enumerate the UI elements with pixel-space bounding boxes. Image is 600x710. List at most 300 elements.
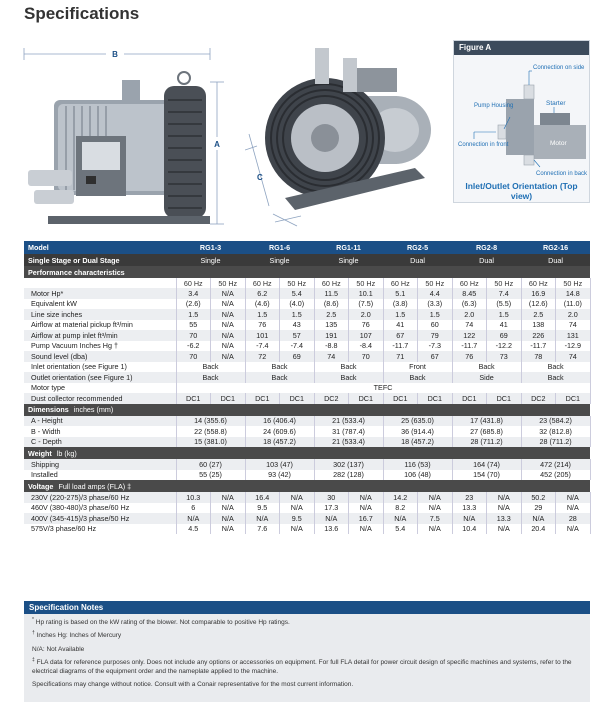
performance-row <box>24 299 590 310</box>
header-model-rg2-16: RG2-16 <box>521 241 590 254</box>
weight-value: 103 (47) <box>245 459 314 470</box>
performance-value: 41 <box>383 320 418 331</box>
dimension-row <box>24 437 590 448</box>
inlet-orientation-value: Back <box>452 362 521 373</box>
performance-value: 122 <box>452 330 487 341</box>
voltage-value: 16.4 <box>245 492 280 503</box>
voltage-row <box>24 513 590 524</box>
voltage-value: 10.4 <box>452 524 487 535</box>
dimension-value: 15 (381.0) <box>176 437 245 448</box>
dimension-value: 25 (635.0) <box>383 416 452 427</box>
starter-label: Starter <box>546 100 566 107</box>
section-voltage-unit: Full load amps (FLA) ‡ <box>58 481 132 491</box>
dimension-value: 21 (533.4) <box>314 437 383 448</box>
dimension-value: 28 (711.2) <box>452 437 521 448</box>
voltage-value: N/A <box>418 524 453 535</box>
voltage-value: N/A <box>556 524 591 535</box>
hz-60-label: 60 Hz <box>176 278 211 288</box>
voltage-value: 5.4 <box>383 524 418 535</box>
voltage-value: N/A <box>280 492 315 503</box>
voltage-value: N/A <box>487 524 522 535</box>
voltage-value: N/A <box>418 503 453 514</box>
voltage-value: N/A <box>211 524 246 535</box>
voltage-value: 7.6 <box>245 524 280 535</box>
weight-value: 302 (137) <box>314 459 383 470</box>
outlet-orientation-value: Back <box>314 372 383 383</box>
voltage-value: 13.3 <box>452 503 487 514</box>
stage-value: Single <box>245 254 314 266</box>
performance-value: (3.3) <box>418 299 453 310</box>
note-text: Hp rating is based on the kW rating of the blower. Not comparable to positive Hp ratings. <box>35 619 290 627</box>
dimension-value: 22 (558.8) <box>176 426 245 437</box>
performance-value: 74 <box>452 320 487 331</box>
performance-value: -11.7 <box>452 341 487 352</box>
note-item <box>32 617 582 628</box>
inlet-orientation-value: Back <box>176 362 245 373</box>
performance-value: 16.9 <box>521 288 556 299</box>
section-performance <box>24 266 590 278</box>
hz-60-label: 60 Hz <box>452 278 487 288</box>
hz-60-label: 60 Hz <box>383 278 418 288</box>
voltage-value: 4.5 <box>176 524 211 535</box>
outlet-orientation-value: Side <box>452 372 521 383</box>
motor-type-value: TEFC <box>176 383 590 394</box>
performance-value: 2.0 <box>556 309 591 320</box>
performance-value: 74 <box>314 351 349 362</box>
inlet-orientation-value: Front <box>383 362 452 373</box>
header-model-label: Model <box>24 241 176 254</box>
voltage-value: N/A <box>349 503 384 514</box>
performance-value: 101 <box>245 330 280 341</box>
performance-value: 6.2 <box>245 288 280 299</box>
voltage-value: N/A <box>176 513 211 524</box>
performance-value: 70 <box>176 351 211 362</box>
stage-value: Dual <box>452 254 521 266</box>
hz-50-label: 50 Hz <box>556 278 591 288</box>
voltage-value: 13.6 <box>314 524 349 535</box>
voltage-value: 30 <box>314 492 349 503</box>
motor-type-label: Motor type <box>24 383 176 394</box>
performance-value: 14.8 <box>556 288 591 299</box>
stage-value: Single <box>314 254 383 266</box>
stage-row <box>24 254 590 266</box>
section-dimensions-unit: inches (mm) <box>73 405 114 414</box>
notes-title: Specification Notes <box>24 601 590 614</box>
figure-a-panel <box>453 40 590 203</box>
performance-value: 8.45 <box>452 288 487 299</box>
weight-value: 55 (25) <box>176 470 245 481</box>
note-item <box>32 657 582 677</box>
performance-value: (12.6) <box>521 299 556 310</box>
figure-a-diagram <box>454 55 591 181</box>
performance-value: N/A <box>211 288 246 299</box>
performance-value: 41 <box>487 320 522 331</box>
section-voltage-title <box>24 480 590 492</box>
performance-row <box>24 341 590 352</box>
voltage-value: N/A <box>556 492 591 503</box>
voltage-value: 13.3 <box>487 513 522 524</box>
performance-section-title: Performance characteristics <box>24 266 590 278</box>
performance-value: 11.5 <box>314 288 349 299</box>
hz-60-label: 60 Hz <box>314 278 349 288</box>
weight-row-label: Installed <box>24 470 176 481</box>
outlet-orientation-value: Back <box>176 372 245 383</box>
performance-value: 10.1 <box>349 288 384 299</box>
motor-type-row <box>24 383 590 394</box>
dust-collector-value: DC1 <box>280 393 315 404</box>
performance-value: 2.0 <box>349 309 384 320</box>
hz-row <box>24 278 590 288</box>
performance-value: (3.8) <box>383 299 418 310</box>
note-item <box>32 679 582 690</box>
dust-collector-value: DC1 <box>211 393 246 404</box>
note-text: N/A: Not Available <box>32 645 85 653</box>
inlet-orientation-label: Inlet orientation (see Figure 1) <box>24 362 176 373</box>
voltage-value: 20.4 <box>521 524 556 535</box>
voltage-value: N/A <box>280 503 315 514</box>
performance-value: N/A <box>211 299 246 310</box>
voltage-value: N/A <box>280 524 315 535</box>
dimension-row <box>24 416 590 427</box>
performance-value: -7.4 <box>280 341 315 352</box>
inlet-orientation-value: Back <box>314 362 383 373</box>
performance-row-label: Motor Hp* <box>24 288 176 299</box>
weight-value: 60 (27) <box>176 459 245 470</box>
voltage-value: N/A <box>314 513 349 524</box>
weight-value: 472 (214) <box>521 459 590 470</box>
note-text: Specifications may change without notice. Consult with a Conair representative for the most current information. <box>32 681 354 689</box>
dimension-value: 16 (406.4) <box>245 416 314 427</box>
specifications-table <box>24 241 591 534</box>
performance-value: 70 <box>176 330 211 341</box>
performance-value: 131 <box>556 330 591 341</box>
dimension-row-label: C - Depth <box>24 437 176 448</box>
hz-50-label: 50 Hz <box>211 278 246 288</box>
performance-value: N/A <box>211 341 246 352</box>
voltage-value: N/A <box>383 513 418 524</box>
section-dimensions-heading: Dimensions <box>28 405 69 414</box>
performance-row <box>24 288 590 299</box>
voltage-row-label: 575V/3 phase/60 Hz <box>24 524 176 535</box>
performance-value: 138 <box>521 320 556 331</box>
dimension-value: 27 (685.8) <box>452 426 521 437</box>
performance-value: 76 <box>349 320 384 331</box>
performance-value: (5.5) <box>487 299 522 310</box>
weight-value: 93 (42) <box>245 470 314 481</box>
header-model-rg1-6: RG1-6 <box>245 241 314 254</box>
outlet-orientation-label: Outlet orientation (see Figure 1) <box>24 372 176 383</box>
voltage-value: N/A <box>452 513 487 524</box>
voltage-value: N/A <box>521 513 556 524</box>
voltage-row-label: 460V (380-480)/3 phase/60 Hz <box>24 503 176 514</box>
performance-value: -8.4 <box>349 341 384 352</box>
section-weight <box>24 447 590 459</box>
weight-row <box>24 459 590 470</box>
section-weight-unit: lb (kg) <box>56 448 77 458</box>
section-weight-title <box>24 447 590 459</box>
voltage-value: 6 <box>176 503 211 514</box>
hz-row-label <box>24 278 176 288</box>
dust-collector-value: DC1 <box>556 393 591 404</box>
performance-value: -12.9 <box>556 341 591 352</box>
hz-50-label: 50 Hz <box>487 278 522 288</box>
dust-collector-value: DC2 <box>521 393 556 404</box>
connection-in-back-label: Connection in back <box>536 171 588 177</box>
voltage-value: N/A <box>211 503 246 514</box>
performance-value: -11.7 <box>521 341 556 352</box>
hz-60-label: 60 Hz <box>245 278 280 288</box>
performance-value: -7.4 <box>245 341 280 352</box>
dimension-row-label: A - Height <box>24 416 176 427</box>
performance-value: 107 <box>349 330 384 341</box>
dust-collector-value: DC1 <box>452 393 487 404</box>
dust-collector-value: DC1 <box>349 393 384 404</box>
pump-housing-label: Pump Housing <box>474 103 514 109</box>
outlet-orientation-row <box>24 372 590 383</box>
performance-value: -12.2 <box>487 341 522 352</box>
voltage-value: 28 <box>556 513 591 524</box>
hz-50-label: 50 Hz <box>418 278 453 288</box>
performance-row <box>24 309 590 320</box>
dimension-value: 36 (914.4) <box>383 426 452 437</box>
outlet-orientation-value: Back <box>521 372 590 383</box>
performance-row-label: Line size inches <box>24 309 176 320</box>
performance-value: 71 <box>383 351 418 362</box>
note-item <box>32 630 582 641</box>
performance-value: N/A <box>211 351 246 362</box>
stage-value: Dual <box>521 254 590 266</box>
performance-value: 67 <box>418 351 453 362</box>
performance-row <box>24 351 590 362</box>
outlet-orientation-value: Back <box>245 372 314 383</box>
performance-value: 135 <box>314 320 349 331</box>
performance-value: (4.0) <box>280 299 315 310</box>
dust-collector-value: DC1 <box>418 393 453 404</box>
voltage-value: 17.3 <box>314 503 349 514</box>
performance-value: (4.6) <box>245 299 280 310</box>
motor-label: Motor <box>550 140 567 147</box>
performance-row <box>24 330 590 341</box>
performance-value: 79 <box>418 330 453 341</box>
dimension-value: 28 (711.2) <box>521 437 590 448</box>
performance-value: 1.5 <box>280 309 315 320</box>
dust-collector-value: DC2 <box>314 393 349 404</box>
page-title: Specifications <box>24 4 140 23</box>
section-voltage-heading: Voltage <box>28 481 54 491</box>
voltage-value: 7.5 <box>418 513 453 524</box>
dust-collector-label: Dust collector recommended <box>24 393 176 404</box>
voltage-value: N/A <box>487 503 522 514</box>
performance-value: (7.5) <box>349 299 384 310</box>
weight-value: 106 (48) <box>383 470 452 481</box>
voltage-value: 16.7 <box>349 513 384 524</box>
stage-value: Single <box>176 254 245 266</box>
dust-collector-value: DC1 <box>487 393 522 404</box>
note-text: Inches Hg: Inches of Mercury <box>36 632 122 640</box>
dimension-value: 18 (457.2) <box>245 437 314 448</box>
dimension-row <box>24 426 590 437</box>
dust-collector-value: DC1 <box>383 393 418 404</box>
performance-row-label: Sound level (dba) <box>24 351 176 362</box>
voltage-value: N/A <box>349 492 384 503</box>
stage-label: Single Stage or Dual Stage <box>24 254 176 266</box>
header-model-rg2-8: RG2-8 <box>452 241 521 254</box>
performance-row-label: Pump Vacuum Inches Hg † <box>24 341 176 352</box>
note-item <box>32 644 582 655</box>
voltage-row-label: 230V (220-275)/3 phase/60 Hz <box>24 492 176 503</box>
voltage-row <box>24 492 590 503</box>
performance-value: 74 <box>556 351 591 362</box>
performance-row-label: Airflow at material pickup ft³/min <box>24 320 176 331</box>
header-model-rg2-5: RG2-5 <box>383 241 452 254</box>
performance-value: 74 <box>556 320 591 331</box>
connection-in-front-label: Connection in front <box>458 142 509 148</box>
performance-value: 226 <box>521 330 556 341</box>
performance-value: 76 <box>452 351 487 362</box>
connection-on-side-label: Connection on side <box>533 65 585 71</box>
performance-value: 70 <box>349 351 384 362</box>
dimension-b-label: B <box>112 50 118 59</box>
performance-value: N/A <box>211 320 246 331</box>
voltage-value: N/A <box>211 513 246 524</box>
dimension-value: 17 (431.8) <box>452 416 521 427</box>
blower-isometric-illustration <box>245 38 445 230</box>
voltage-row <box>24 503 590 514</box>
performance-row-label: Equivalent kW <box>24 299 176 310</box>
weight-row <box>24 470 590 481</box>
dimension-value: 18 (457.2) <box>383 437 452 448</box>
note-mark: † <box>32 630 35 637</box>
dust-collector-value: DC1 <box>245 393 280 404</box>
voltage-value: 14.2 <box>383 492 418 503</box>
performance-value: -7.3 <box>418 341 453 352</box>
hz-50-label: 50 Hz <box>280 278 315 288</box>
performance-value: -6.2 <box>176 341 211 352</box>
voltage-value: N/A <box>211 492 246 503</box>
weight-value: 282 (128) <box>314 470 383 481</box>
weight-value: 116 (53) <box>383 459 452 470</box>
performance-value: (2.6) <box>176 299 211 310</box>
performance-value: 69 <box>487 330 522 341</box>
performance-value: 1.5 <box>245 309 280 320</box>
voltage-value: N/A <box>487 492 522 503</box>
performance-value: 78 <box>521 351 556 362</box>
dimension-c-label: C <box>257 173 263 182</box>
performance-value: N/A <box>211 309 246 320</box>
dimension-row-label: B - Width <box>24 426 176 437</box>
performance-value: 60 <box>418 320 453 331</box>
header-model-rg1-11: RG1-11 <box>314 241 383 254</box>
performance-value: N/A <box>211 330 246 341</box>
performance-value: 7.4 <box>487 288 522 299</box>
performance-value: 72 <box>245 351 280 362</box>
weight-row-label: Shipping <box>24 459 176 470</box>
performance-value: 76 <box>245 320 280 331</box>
dimension-value: 24 (609.6) <box>245 426 314 437</box>
figure-a-title: Figure A <box>454 41 589 55</box>
performance-value: 1.5 <box>418 309 453 320</box>
weight-value: 452 (205) <box>521 470 590 481</box>
section-voltage <box>24 480 590 492</box>
inlet-orientation-value: Back <box>521 362 590 373</box>
note-mark: * <box>32 617 34 623</box>
voltage-value: 29 <box>521 503 556 514</box>
outlet-orientation-value: Back <box>383 372 452 383</box>
voltage-value: N/A <box>556 503 591 514</box>
performance-value: 191 <box>314 330 349 341</box>
header-model-rg1-3: RG1-3 <box>176 241 245 254</box>
voltage-row-label: 400V (345-415)/3 phase/50 Hz <box>24 513 176 524</box>
performance-value: 2.5 <box>521 309 556 320</box>
dust-collector-value: DC1 <box>176 393 211 404</box>
performance-value: 1.5 <box>176 309 211 320</box>
dimension-value: 23 (584.2) <box>521 416 590 427</box>
performance-value: 5.1 <box>383 288 418 299</box>
performance-value: 67 <box>383 330 418 341</box>
note-text: FLA data for reference purposes only. Does not include any options or accessories on equipment. For full FLA detail for power circuit design of specific machines and systems, refer to the electrical diagrams of the equipment order and the nameplate applied to the machine. <box>32 659 572 675</box>
voltage-value: 10.3 <box>176 492 211 503</box>
blower-side-view-illustration <box>14 40 242 232</box>
weight-value: 164 (74) <box>452 459 521 470</box>
performance-value: 57 <box>280 330 315 341</box>
dimension-value: 14 (355.6) <box>176 416 245 427</box>
inlet-orientation-row <box>24 362 590 373</box>
dimension-a-label: A <box>214 140 220 149</box>
performance-row-label: Airflow at pump inlet ft³/min <box>24 330 176 341</box>
voltage-value: 8.2 <box>383 503 418 514</box>
section-dimensions <box>24 404 590 416</box>
performance-value: (8.6) <box>314 299 349 310</box>
performance-value: 4.4 <box>418 288 453 299</box>
voltage-value: 23 <box>452 492 487 503</box>
performance-value: 73 <box>487 351 522 362</box>
performance-value: 3.4 <box>176 288 211 299</box>
performance-value: 69 <box>280 351 315 362</box>
dimension-value: 31 (787.4) <box>314 426 383 437</box>
performance-row <box>24 320 590 331</box>
voltage-row <box>24 524 590 535</box>
performance-value: 1.5 <box>383 309 418 320</box>
performance-value: 2.5 <box>314 309 349 320</box>
voltage-value: 50.2 <box>521 492 556 503</box>
voltage-value: N/A <box>349 524 384 535</box>
performance-value: (11.0) <box>556 299 591 310</box>
note-mark: ‡ <box>32 656 35 663</box>
figure-a-caption: Inlet/Outlet Orientation (Top view) <box>465 181 578 201</box>
table-header-row <box>24 241 590 254</box>
voltage-value: N/A <box>418 492 453 503</box>
dimension-value: 32 (812.8) <box>521 426 590 437</box>
performance-value: 1.5 <box>487 309 522 320</box>
voltage-value: 9.5 <box>245 503 280 514</box>
performance-value: 5.4 <box>280 288 315 299</box>
performance-value: -11.7 <box>383 341 418 352</box>
notes-list <box>24 614 590 695</box>
weight-value: 154 (70) <box>452 470 521 481</box>
voltage-value: 9.5 <box>280 513 315 524</box>
hz-50-label: 50 Hz <box>349 278 384 288</box>
stage-value: Dual <box>383 254 452 266</box>
dust-collector-row <box>24 393 590 404</box>
performance-value: 43 <box>280 320 315 331</box>
section-dimensions-title <box>24 404 590 416</box>
inlet-orientation-value: Back <box>245 362 314 373</box>
dimension-value: 21 (533.4) <box>314 416 383 427</box>
performance-value: 55 <box>176 320 211 331</box>
hz-60-label: 60 Hz <box>521 278 556 288</box>
specification-notes <box>24 601 590 702</box>
voltage-value: N/A <box>245 513 280 524</box>
